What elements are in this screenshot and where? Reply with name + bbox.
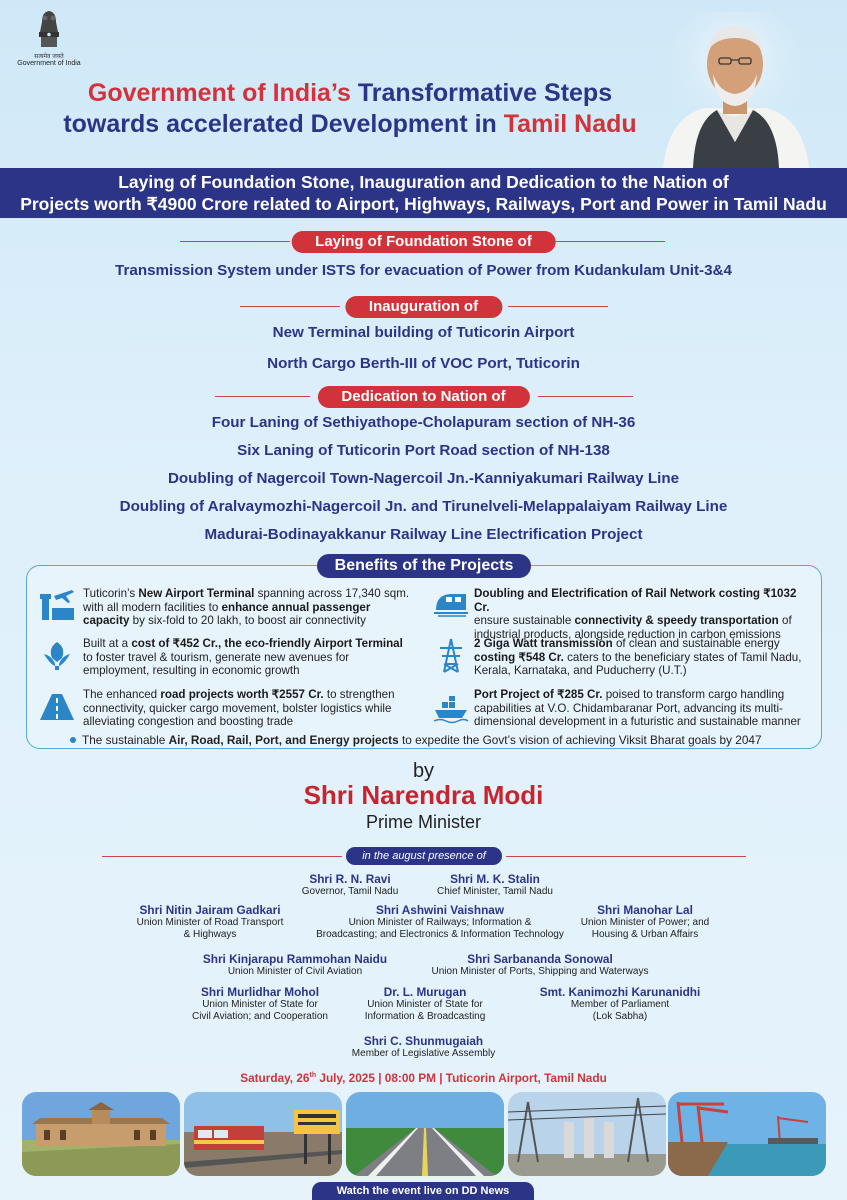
dignitary-name: Shri C. Shunmugaiah bbox=[363, 1034, 484, 1048]
dignitary-role: Member of Legislative Assembly bbox=[351, 1048, 496, 1059]
event-day-suffix: th bbox=[309, 1072, 317, 1080]
presence-pill: in the august presence of bbox=[346, 847, 502, 865]
national-emblem bbox=[14, 8, 84, 67]
transmission-tower-icon bbox=[432, 636, 470, 674]
text: employment, resulting in economic growth bbox=[83, 664, 300, 677]
text-bold: capacity bbox=[83, 614, 130, 627]
text: of clean and sustainable energy bbox=[612, 637, 780, 650]
text: to foster travel & tourism, generate new avenues for bbox=[83, 650, 350, 664]
train-icon bbox=[432, 584, 470, 622]
pm-role: Prime Minister bbox=[365, 812, 481, 832]
section-inauguration-heading bbox=[0, 296, 847, 318]
headline-banner bbox=[0, 168, 847, 218]
dignitary-name: Shri Nitin Jairam Gadkari bbox=[139, 903, 281, 917]
text-bold: enhance annual passenger bbox=[221, 600, 371, 614]
foundation-item: Transmission System under ISTS for evacuation of Power from Kudankulam Unit-3&4 bbox=[115, 262, 732, 279]
dignitary-name: Shri Murlidhar Mohol bbox=[201, 985, 319, 999]
dignitary-role: Union Minister of Civil Aviation bbox=[227, 966, 363, 977]
dedication-item: Doubling of Nagercoil Town-Nagercoil Jn.-Kanniyakumari Railway Line bbox=[167, 470, 680, 487]
dignitary-name: Shri Ashwini Vaishnaw bbox=[375, 903, 505, 917]
text: poised to transform cargo handling bbox=[602, 688, 785, 701]
title-part-3: towards accelerated Development in bbox=[63, 110, 504, 138]
title-part-2: Transformative Steps bbox=[350, 79, 613, 107]
airport-icon bbox=[38, 584, 76, 622]
divider-ornament-left bbox=[180, 241, 290, 243]
text: spanning across 17,340 sqm. bbox=[254, 587, 410, 600]
dignitary-role: Union Minister of State for bbox=[202, 999, 318, 1010]
text-bold: 2 Giga Watt transmission bbox=[474, 637, 613, 650]
power-substation-photo bbox=[508, 1092, 666, 1176]
text: industrial products, alongside reduction in carbon emissions bbox=[474, 627, 781, 641]
dignitary bbox=[410, 872, 580, 898]
section-pill: Laying of Foundation Stone of bbox=[291, 231, 556, 253]
dignitary bbox=[520, 985, 720, 1023]
dignitary-name: Dr. L. Murugan bbox=[383, 985, 467, 999]
divider-ornament-left bbox=[102, 856, 342, 857]
dignitary-name: Smt. Kanimozhi Karunanidhi bbox=[539, 985, 701, 999]
text-bold: Air, Road, Rail, Port, and Energy projects bbox=[168, 733, 399, 747]
text-bold: cost of ₹452 Cr., the eco-friendly Airport Terminal bbox=[131, 637, 403, 650]
dignitary-role: Member of Parliament bbox=[570, 999, 670, 1010]
benefit-airport-terminal bbox=[83, 587, 418, 628]
text: capabilities at V.O. Chidambaranar Port, advancing its multi- bbox=[474, 701, 783, 715]
bullet-icon bbox=[70, 737, 76, 743]
section-foundation-heading bbox=[0, 231, 847, 253]
dignitary bbox=[340, 985, 510, 1023]
railway-station-photo bbox=[184, 1092, 342, 1176]
dignitary-role: & Highways bbox=[183, 929, 237, 940]
dignitary bbox=[270, 872, 430, 898]
port-photo bbox=[668, 1092, 826, 1176]
event-day: Saturday, 26 bbox=[240, 1071, 310, 1085]
dignitary-role: Information & Broadcasting bbox=[364, 1011, 486, 1022]
divider-ornament-right bbox=[508, 306, 608, 308]
benefit-summary bbox=[82, 733, 842, 747]
title-part-1: Government of India’s bbox=[87, 79, 351, 107]
dedication-item: Madurai-Bodinayakkanur Railway Line Electrification Project bbox=[204, 526, 643, 543]
header bbox=[0, 0, 847, 168]
benefit-eco-terminal bbox=[83, 637, 418, 678]
text-bold: New Airport Terminal bbox=[138, 587, 255, 600]
divider-ornament-left bbox=[215, 396, 310, 398]
text: connectivity, quicker cargo movement, bolster logistics while bbox=[83, 701, 392, 715]
dignitary-role: Union Minister of Ports, Shipping and Waterways bbox=[431, 966, 649, 977]
dignitary bbox=[160, 985, 360, 1023]
dedication-item: Six Laning of Tuticorin Port Road section of NH-138 bbox=[237, 442, 610, 459]
page-title bbox=[30, 78, 670, 140]
benefit-port-project bbox=[474, 688, 814, 729]
dignitary-role: Union Minister of Railways; Information & bbox=[348, 917, 532, 928]
dignitary bbox=[110, 903, 310, 941]
text: to strengthen bbox=[323, 688, 395, 701]
section-pill: Inauguration of bbox=[345, 296, 502, 318]
dignitary-role: Chief Minister, Tamil Nadu bbox=[437, 886, 553, 897]
dignitary-role: Housing & Urban Affairs bbox=[591, 929, 699, 940]
dignitary-role: (Lok Sabha) bbox=[592, 1011, 648, 1022]
benefit-rail-network bbox=[474, 587, 814, 641]
inauguration-item: North Cargo Berth-III of VOC Port, Tuticorin bbox=[267, 355, 580, 372]
event-time-venue: July, 2025 | 08:00 PM | Tuticorin Airport, Tamil Nadu bbox=[316, 1071, 607, 1085]
divider-ornament-right bbox=[506, 856, 746, 857]
dignitary bbox=[410, 952, 670, 978]
dignitary bbox=[320, 1034, 527, 1060]
by-label: by bbox=[412, 760, 435, 782]
divider-ornament-right bbox=[538, 396, 633, 398]
pm-name: Shri Narendra Modi bbox=[303, 780, 544, 810]
dignitary-role: Broadcasting; and Electronics & Information Technology bbox=[316, 929, 564, 940]
dedication-item: Doubling of Aralvaymozhi-Nagercoil Jn. and Tirunelveli-Melappalaiyam Railway Line bbox=[119, 498, 728, 515]
cargo-ship-icon bbox=[432, 688, 470, 726]
dignitary-name: Shri R. N. Ravi bbox=[309, 872, 391, 886]
text: of bbox=[778, 614, 792, 627]
event-details bbox=[0, 1071, 847, 1085]
dignitary-name: Shri Manohar Lal bbox=[597, 903, 693, 917]
dignitary-role: Governor, Tamil Nadu bbox=[301, 886, 399, 897]
lion-capital-icon bbox=[34, 8, 64, 50]
dignitary-role: Union Minister of State for bbox=[367, 999, 483, 1010]
banner-line-1: Laying of Foundation Stone, Inauguration and Dedication to the Nation of bbox=[118, 172, 729, 192]
section-pill: Dedication to Nation of bbox=[317, 386, 529, 408]
benefits-heading: Benefits of the Projects bbox=[317, 554, 531, 578]
dignitary-name: Shri Kinjarapu Rammohan Naidu bbox=[202, 952, 388, 966]
benefit-transmission bbox=[474, 637, 814, 678]
dignitary-role: Union Minister of Road Transport bbox=[136, 917, 284, 928]
dignitary-name: Shri Sarbananda Sonowal bbox=[467, 952, 613, 966]
highway-photo bbox=[346, 1092, 504, 1176]
dignitary bbox=[180, 952, 410, 978]
text: Tuticorin’s bbox=[83, 587, 139, 600]
divider-ornament-right bbox=[555, 241, 665, 243]
text: Kerala, Karnataka, and Puducherry (U.T.) bbox=[474, 664, 687, 677]
title-part-4: Tamil Nadu bbox=[503, 110, 637, 138]
text: ensure sustainable bbox=[474, 614, 575, 627]
text: caters to the beneficiary states of Tamil Nadu, bbox=[563, 650, 802, 664]
dedication-item: Four Laning of Sethiyathope-Cholapuram section of NH-36 bbox=[211, 414, 636, 431]
section-dedication-heading bbox=[0, 386, 847, 408]
text: alleviating congestion and boosting trade bbox=[83, 715, 294, 728]
text: Built at a bbox=[83, 637, 132, 650]
benefit-road-projects bbox=[83, 688, 418, 729]
text-bold: costing ₹548 Cr. bbox=[474, 650, 564, 664]
watch-live-label: Watch the event live on DD News bbox=[312, 1182, 534, 1200]
dignitary bbox=[300, 903, 580, 941]
emblem-caption: Government of India bbox=[17, 60, 81, 67]
text: to expedite the Govt’s vision of achieving Viksit Bharat goals by 2047 bbox=[398, 733, 762, 747]
text-bold: Port Project of ₹285 Cr. bbox=[474, 688, 603, 701]
text: with all modern facilities to bbox=[83, 600, 222, 614]
dignitary-role: Civil Aviation; and Cooperation bbox=[191, 1011, 328, 1022]
text: by six-fold to 20 lakh, to boost air connectivity bbox=[129, 614, 366, 627]
text: The enhanced bbox=[83, 688, 161, 701]
airport-terminal-photo bbox=[22, 1092, 180, 1176]
dignitary-name: Shri M. K. Stalin bbox=[450, 872, 540, 886]
dignitary bbox=[560, 903, 730, 941]
inauguration-item: New Terminal building of Tuticorin Airport bbox=[272, 324, 575, 341]
banner-line-2: Projects worth ₹4900 Crore related to Airport, Highways, Railways, Port and Power in Tamil Nadu bbox=[20, 194, 827, 214]
text: dimensional development in a futuristic and sustainable manner bbox=[474, 715, 801, 728]
text-bold: Doubling and Electrification of Rail Network costing ₹1032 Cr. bbox=[474, 587, 797, 614]
text-bold: connectivity & speedy transportation bbox=[574, 614, 779, 627]
eco-leaf-icon bbox=[38, 636, 76, 674]
divider-ornament-left bbox=[240, 306, 340, 308]
emblem-motto: सत्यमेव जयते bbox=[34, 53, 64, 60]
prime-minister-portrait bbox=[655, 12, 815, 168]
text-bold: road projects worth ₹2557 Cr. bbox=[160, 688, 324, 701]
dignitary-role: Union Minister of Power; and bbox=[580, 917, 710, 928]
road-icon bbox=[38, 688, 76, 726]
text: The sustainable bbox=[82, 733, 169, 747]
